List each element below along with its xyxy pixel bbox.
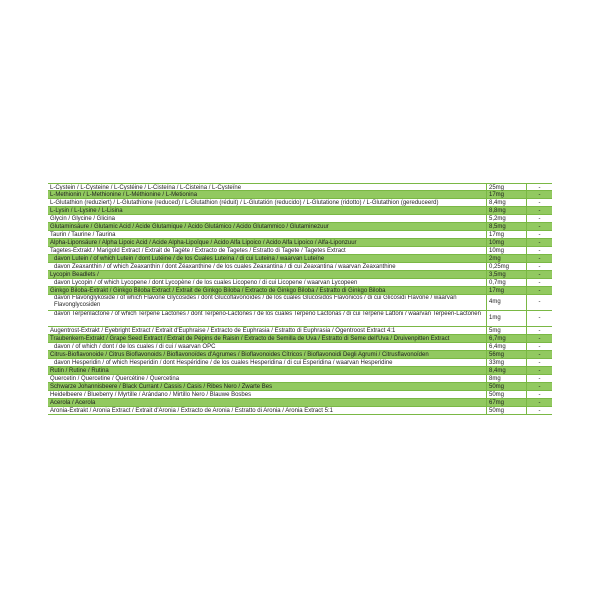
ingredient-daily-value: -	[526, 343, 552, 350]
ingredient-name: Ginkgo Biloba-Extrakt / Ginkgo Biloba Extract / Extrait de Ginkgo Biloba / Extracto de Ginkgo Biloba / Estratto di Ginkgo Biloba	[50, 288, 386, 294]
ingredient-amount: 1mg	[486, 311, 526, 326]
ingredient-daily-value: -	[526, 239, 552, 246]
ingredient-name: davon Lutein / of which Lutein / dont Lutéine / de los Cuales Luteína / di cui Luteina / waarvan Luteïne	[54, 256, 325, 262]
ingredient-name: Schwarze Johannisbeere / Black Currant / Cassis / Casis / Ribes Nero / Zwarte Bes	[50, 384, 273, 390]
ingredient-daily-value: -	[526, 199, 552, 206]
table-row	[48, 263, 552, 271]
ingredient-amount: 4mg	[486, 295, 526, 310]
ingredient-name: Acerola / Acerola	[50, 400, 96, 406]
ingredient-name: Rutin / Rutine / Rutina	[50, 368, 109, 374]
table-row	[48, 351, 552, 359]
table-row	[48, 215, 552, 223]
ingredient-daily-value: -	[526, 367, 552, 374]
ingredient-amount: 3,5mg	[486, 271, 526, 278]
ingredient-daily-value: -	[526, 391, 552, 398]
ingredient-amount: 33mg	[486, 359, 526, 366]
ingredient-name: L-Cystein / L-Cysteine / L-Cystéine / L-Cisteína / L-Cisteina / L-Cysteïne	[50, 185, 242, 190]
ingredient-amount: 50mg	[486, 407, 526, 414]
table-row	[48, 375, 552, 383]
ingredient-name: davon / of which / dont / de los cuales / di cui / waarvan OPC	[54, 344, 216, 350]
table-row	[48, 247, 552, 255]
ingredient-name: L-Methionin / L-Methionine / L-Méthionine / L-Metionina	[50, 192, 198, 198]
ingredient-amount: 8mg	[486, 375, 526, 382]
ingredient-amount: 10mg	[486, 247, 526, 254]
ingredient-name: Augentrost-Extrakt / Eyebright Extract / Extrait d'Euphraise / Extracto de Euphrasia / Estratto di Euphrasia / Ogentroost Extract 4:1	[50, 328, 396, 334]
table-row	[48, 327, 552, 335]
ingredient-amount: 6,4mg	[486, 343, 526, 350]
ingredient-daily-value: -	[526, 359, 552, 366]
table-row	[48, 287, 552, 295]
ingredient-daily-value: -	[526, 375, 552, 382]
ingredient-name: Traubenkern-Extrakt / Grape Seed Extract / Extrait de Pépins de Raisin / Extracto de Semilla de Uva / Estratto di Seme dell'Uva / Druivenpitten Extract	[50, 336, 450, 342]
ingredient-daily-value: -	[526, 295, 552, 310]
ingredient-daily-value: -	[526, 184, 552, 190]
ingredient-daily-value: -	[526, 383, 552, 390]
table-row	[48, 407, 552, 415]
ingredient-daily-value: -	[526, 287, 552, 294]
table-row	[48, 343, 552, 351]
table-row	[48, 223, 552, 231]
ingredient-daily-value: -	[526, 351, 552, 358]
ingredient-daily-value: -	[526, 223, 552, 230]
ingredient-name: Taurin / Taurine / Taurina	[50, 232, 116, 238]
table-row	[48, 255, 552, 263]
ingredient-name: Alpha-Liponsäure / Alpha Lipoic Acid / Acide Alpha-Lipoïque / Ácido Alfa Lipoico / Acido Alfa Lipoico / Alfa-Liponzuur	[50, 240, 357, 246]
ingredient-name: Lycopin Beadlets /	[50, 272, 99, 278]
table-row	[48, 231, 552, 239]
ingredient-amount: 67mg	[486, 399, 526, 406]
ingredient-name: Tagetes-Extrakt / Marigold Extract / Extrait de Tagète / Extracto de Tagetes / Estratto di Tagete / Tagetes Extract	[50, 248, 346, 254]
table-row	[48, 391, 552, 399]
ingredient-daily-value: -	[526, 271, 552, 278]
ingredient-daily-value: -	[526, 407, 552, 414]
ingredient-amount: 8,4mg	[486, 199, 526, 206]
table-row	[48, 279, 552, 287]
ingredient-daily-value: -	[526, 255, 552, 262]
table-row	[48, 295, 552, 311]
ingredient-amount: 5,2mg	[486, 215, 526, 222]
ingredient-amount: 10mg	[486, 239, 526, 246]
ingredient-amount: 17mg	[486, 231, 526, 238]
table-row	[48, 271, 552, 279]
table-row	[48, 183, 552, 191]
ingredient-amount: 8,5mg	[486, 223, 526, 230]
table-row	[48, 367, 552, 375]
ingredient-daily-value: -	[526, 311, 552, 326]
ingredient-name: Citrus-Bioflavonoide / Citrus Bioflavonoids / Bioflavonoïdes d'Agrumes / Bioflavonoides Cítricos / Bioflavonoidi Degli Agrumi / Citrusflavonoïden	[50, 352, 429, 358]
ingredient-name: Aronia-Extrakt / Aronia Extract / Extrait d'Aronia / Extracto de Aronia / Estratto di Aronia / Aronia Extract 5:1	[50, 408, 333, 414]
ingredient-name: davon Hesperidin / of which Hesperidin / dont Hespéridine / de los cuales Hesperidina / di cui Esperidina / waarvan Hesperidine	[54, 360, 393, 366]
ingredient-name: Glycin / Glycine / Glicina	[50, 216, 116, 222]
table-row	[48, 191, 552, 199]
ingredient-name: davon Zeaxanthin / of which Zeaxanthin / dont Zéaxanthine / de los cuales Zeaxantina / di cui Zeaxantina / waarvan Zeaxanthine	[54, 264, 396, 270]
ingredient-name: davon Flavonglykoside / of which Flavone Glycosides / dont Glucoflavonoïdes / de los cuales Glucósidos Flavónicos / di cui Glicosidi Flavone / waarvan Flavonglycosiden	[54, 295, 457, 308]
ingredient-name: Quercetin / Quercetine / Quercétine / Quercetina	[50, 376, 180, 382]
nutrient-table	[48, 183, 552, 415]
table-row	[48, 207, 552, 215]
ingredient-amount: 25mg	[486, 184, 526, 190]
ingredient-amount: 17mg	[486, 191, 526, 198]
ingredient-daily-value: -	[526, 207, 552, 214]
table-row	[48, 239, 552, 247]
table-row	[48, 399, 552, 407]
ingredient-daily-value: -	[526, 327, 552, 334]
table-row	[48, 311, 552, 327]
table-row	[48, 199, 552, 207]
ingredient-amount: 50mg	[486, 383, 526, 390]
ingredient-amount: 0,25mg	[486, 263, 526, 270]
ingredient-amount: 0,7mg	[486, 279, 526, 286]
ingredient-daily-value: -	[526, 399, 552, 406]
ingredient-name: davon Terpenlactone / of which Terpene Lactones / dont Terpéno-Lactones / de los cuales Terpeno Lactonas / di cui Terpene Lattoni / waarvan Terpeen-Lactonen	[54, 311, 481, 317]
table-row	[48, 335, 552, 343]
ingredient-amount: 50mg	[486, 391, 526, 398]
table-row	[48, 383, 552, 391]
ingredient-name: davon Lycopin / of which Lycopene / dont Lycopène / de los cuales Licopeno / di cui Licopene / waarvan Lycopeen	[54, 280, 358, 286]
ingredient-amount: 5mg	[486, 327, 526, 334]
ingredient-amount: 8,8mg	[486, 207, 526, 214]
ingredient-daily-value: -	[526, 231, 552, 238]
ingredient-daily-value: -	[526, 247, 552, 254]
ingredient-name: L-Glutathion (reduziert) / L-Glutathione (reduced) / L-Glutathion (réduit) / L-Glutatión (reducido) / L-Glutatione (ridotto) / L-Glutathion (gereduceerd)	[50, 200, 439, 206]
table-row	[48, 359, 552, 367]
ingredient-daily-value: -	[526, 279, 552, 286]
ingredient-amount: 2mg	[486, 255, 526, 262]
ingredient-name: Heidelbeere / Blueberry / Myrtille / Arándano / Mirtillo Nero / Blauwe Bosbes	[50, 392, 252, 398]
ingredient-daily-value: -	[526, 335, 552, 342]
ingredient-name: Glutaminsäure / Glutamic Acid / Acide Glutamique / Ácido Glutámico / Acido Glutammico / Glutaminezuur	[50, 224, 329, 230]
ingredient-daily-value: -	[526, 215, 552, 222]
ingredient-amount: 56mg	[486, 351, 526, 358]
ingredient-amount: 8,4mg	[486, 367, 526, 374]
ingredient-name: L-Lysin / L-Lysine / L-Lisina	[50, 208, 123, 214]
ingredient-amount: 17mg	[486, 287, 526, 294]
ingredient-daily-value: -	[526, 263, 552, 270]
ingredient-amount: 6,7mg	[486, 335, 526, 342]
ingredient-daily-value: -	[526, 191, 552, 198]
